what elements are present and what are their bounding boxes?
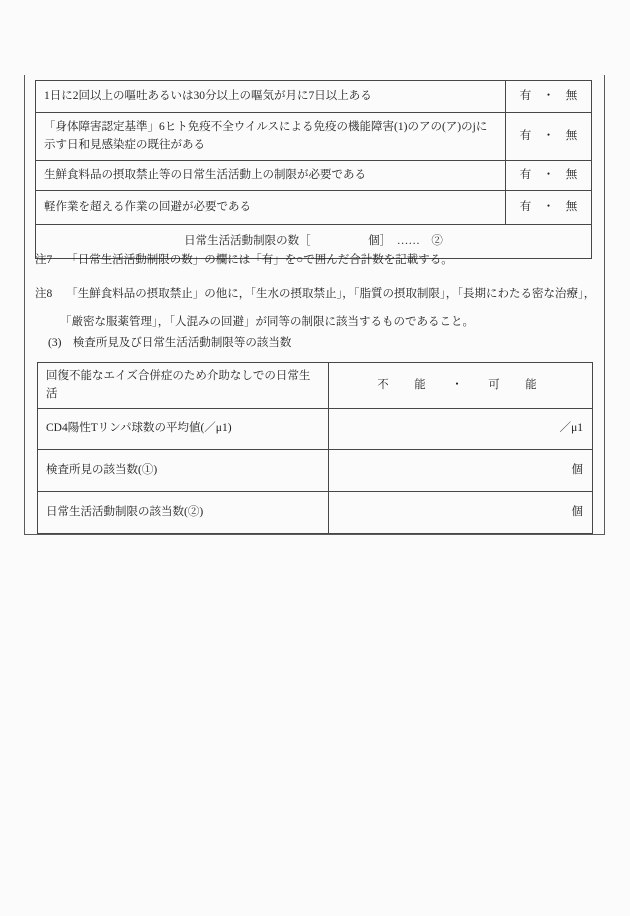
table-row <box>38 450 593 492</box>
table-row <box>38 363 593 409</box>
limitation-count-label: 日常生活活動制限の該当数(②) <box>38 492 329 534</box>
choice-yes-no: 有 ・ 無 <box>506 113 592 161</box>
note-8-id: 注8 <box>35 288 53 300</box>
choice-impossible-possible: 不 能 ・ 可 能 <box>329 363 593 409</box>
aids-complication-daily-life-label: 回復不能なエイズ合併症のため介助なしでの日常生活 <box>38 363 329 409</box>
limitation-item-light-work: 軽作業を超える作業の回避が必要である <box>36 191 506 225</box>
cd4-count-label: CD4陽性Tリンパ球数の平均値(／μ1) <box>38 409 329 450</box>
findings-count-label: 検査所見の該当数(①) <box>38 450 329 492</box>
findings-count-table <box>37 362 593 534</box>
table-row <box>36 161 592 191</box>
limitation-item-fresh-food: 生鮮食料品の摂取禁止等の日常生活活動上の制限が必要である <box>36 161 506 191</box>
limitation-item-opportunistic-infection: 「身体障害認定基準」6ヒト免疫不全ウイルスによる免疫の機能障害(1)のアの(ア)のjに示す日和見感染症の既往がある <box>36 113 506 161</box>
table-row <box>38 409 593 450</box>
daily-activity-limitation-table <box>35 80 592 259</box>
note-7-id: 注7 <box>35 254 53 266</box>
table-row <box>36 191 592 225</box>
limitation-count-field: 日常生活活動制限の数［ 個］ …… ② <box>36 225 592 259</box>
note-8-text: 「生鮮食料品の摂取禁止」の他に，「生水の摂取禁止」，「脂質の摂取制限」，「長期にわたる密な治療」，「厳密な服薬管理」，「人混みの回避」が同等の制限に該当するものであること。 <box>60 288 596 328</box>
limitation-count-unit: 個 <box>329 492 593 534</box>
table-row <box>36 113 592 161</box>
findings-count-unit: 個 <box>329 450 593 492</box>
choice-yes-no: 有 ・ 無 <box>506 161 592 191</box>
table-row <box>38 492 593 534</box>
notes-block <box>35 246 598 336</box>
choice-yes-no: 有 ・ 無 <box>506 191 592 225</box>
note-7-text: 「日常生活活動制限の数」の欄には「有」を○で囲んだ合計数を記載する。 <box>66 254 453 266</box>
choice-yes-no: 有 ・ 無 <box>506 81 592 113</box>
section-3-heading: (3) 検査所見及び日常生活活動制限等の該当数 <box>48 337 292 349</box>
cd4-count-unit: ／μ1 <box>329 409 593 450</box>
note-8 <box>35 280 598 336</box>
limitation-item-vomiting: 1日に2回以上の嘔吐あるいは30分以上の嘔気が月に7日以上ある <box>36 81 506 113</box>
note-7 <box>35 246 598 274</box>
table-row <box>36 81 592 113</box>
